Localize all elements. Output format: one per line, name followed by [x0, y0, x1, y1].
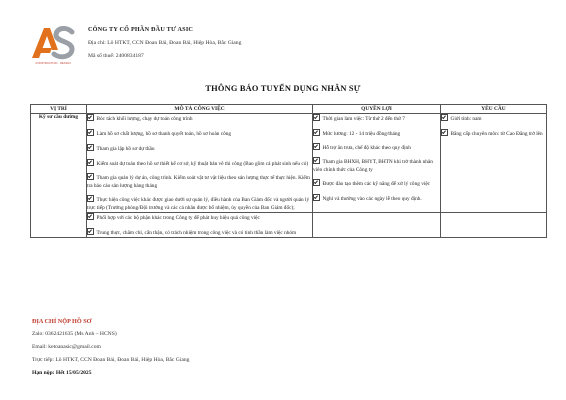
table-row — [31, 213, 547, 238]
description-cell — [87, 114, 313, 213]
company-name: CÔNG TY CỔ PHẦN ĐẦU TƯ ASIC — [88, 26, 194, 33]
benefit-text: Tham gia BHXH, BHYT, BHTN khi trở thành nhân viên chính thức của Công ty — [313, 159, 433, 173]
table-row — [31, 114, 547, 213]
description-text: Bóc tách khối lượng, chạy dự toán công trình — [96, 116, 193, 122]
checkbox-icon — [87, 173, 94, 180]
requirement-text: Bằng cấp chuyên môn: từ Cao Đẳng trở lên — [450, 131, 543, 137]
direct-address: Trực tiếp: Lô HTKT, CCN Đoan Bái, Đoan Bái, Hiệp Hòa, Bắc Giang — [32, 357, 190, 363]
checkbox-icon — [441, 129, 448, 136]
checkbox-icon — [313, 129, 320, 136]
company-address: Địa chỉ: Lô HTKT, CCN Đoan Bái, Đoan Bái, Hiệp Hòa, Bắc Giang — [88, 40, 242, 46]
benefit-text: Mức lương: 12 - 14 triệu đồng/tháng — [322, 131, 401, 137]
description-cell — [87, 213, 313, 238]
header-position: VỊ TRÍ — [31, 105, 87, 114]
job-table — [30, 104, 547, 238]
email-contact: Email: ketoanasic@gmail.com — [32, 344, 101, 350]
company-tax-code: Mã số thuế: 2400834187 — [88, 53, 144, 59]
description-text: Tham gia lập hồ sơ dự thầu — [96, 146, 155, 152]
benefits-cell — [313, 114, 441, 213]
submission-heading: ĐỊA CHỈ NỘP HỒ SƠ — [32, 318, 92, 325]
checkbox-icon — [87, 159, 94, 166]
deadline: Hạn nộp: Hết 15/05/2025 — [32, 370, 92, 376]
checkbox-icon — [87, 195, 94, 202]
checkbox-icon — [313, 114, 320, 121]
position-cell: Kỹ sư cầu đường — [31, 114, 87, 238]
benefit-text: Thời gian làm việc: Từ thứ 2 đến thứ 7 — [322, 116, 405, 122]
checkbox-icon — [87, 144, 94, 151]
benefit-text: Nghỉ và thưởng vào các ngày lễ theo quy định. — [322, 196, 422, 202]
zalo-contact: Zalo: 0362421635 (Ms Anh – HCNS) — [32, 331, 117, 337]
checkbox-icon — [313, 143, 320, 150]
header-description: MÔ TẢ CÔNG VIỆC — [87, 105, 313, 114]
checkbox-icon — [313, 179, 320, 186]
benefit-text: Hỗ trợ ăn trưa, chế độ khác theo quy định — [322, 145, 411, 151]
description-text: Tham gia quản lý dự án, công trình. Kiểm soát vật tư vật liệu theo sản lượng thực tế thực hiện. Kiểm tra báo cáo sản lượng hàng tháng — [87, 175, 310, 189]
checkbox-icon — [87, 213, 94, 220]
description-text: Trung thực, chăm chỉ, cẩn thận, có trách nhiệm trong công việc và có tinh thần làm việc nhóm — [96, 230, 297, 236]
requirements-cell — [441, 213, 547, 238]
checkbox-icon — [441, 114, 448, 121]
description-text: Làm hồ sơ chất lượng, hồ sơ thanh quyết toán, hồ sơ hoàn công — [96, 131, 232, 137]
description-text: Phối hợp với các bộ phận khác trong Công ty để phát huy hiệu quả công việc — [96, 215, 260, 221]
benefit-text: Được đào tạo thêm các kỹ năng để xử lý công việc — [322, 181, 431, 187]
logo-tagline: CONSTRUCTION · DESIGN — [35, 62, 71, 65]
requirements-cell — [441, 114, 547, 213]
checkbox-icon — [87, 129, 94, 136]
table-header-row — [31, 105, 547, 114]
company-logo — [28, 22, 78, 64]
checkbox-icon — [313, 157, 320, 164]
checkbox-icon — [87, 228, 94, 235]
requirement-text: Giới tính: nam — [450, 116, 482, 122]
description-text: Kiểm soát dự toán theo hồ sơ thiết kế cơ sở, kỹ thuật bản vẽ thi công (Bao gồm cả phát sinh nếu có) — [96, 161, 309, 167]
page-title: THÔNG BÁO TUYỂN DỤNG NHÂN SỰ — [205, 84, 361, 93]
description-text: Thực hiện công việc khác được giao dưới sự quản lý, điều hành của Ban Giám đốc và người quản lý trực tiếp (Trưởng phòng/Đội trưởng và các cá nhân được bổ nhiệm, ủy quyền của Ban Giám đốc); — [87, 197, 310, 211]
benefits-cell — [313, 213, 441, 238]
header-benefits: QUYỀN LỢI — [313, 105, 441, 114]
checkbox-icon — [87, 114, 94, 121]
header-requirements: YÊU CẦU — [441, 105, 547, 114]
checkbox-icon — [313, 194, 320, 201]
